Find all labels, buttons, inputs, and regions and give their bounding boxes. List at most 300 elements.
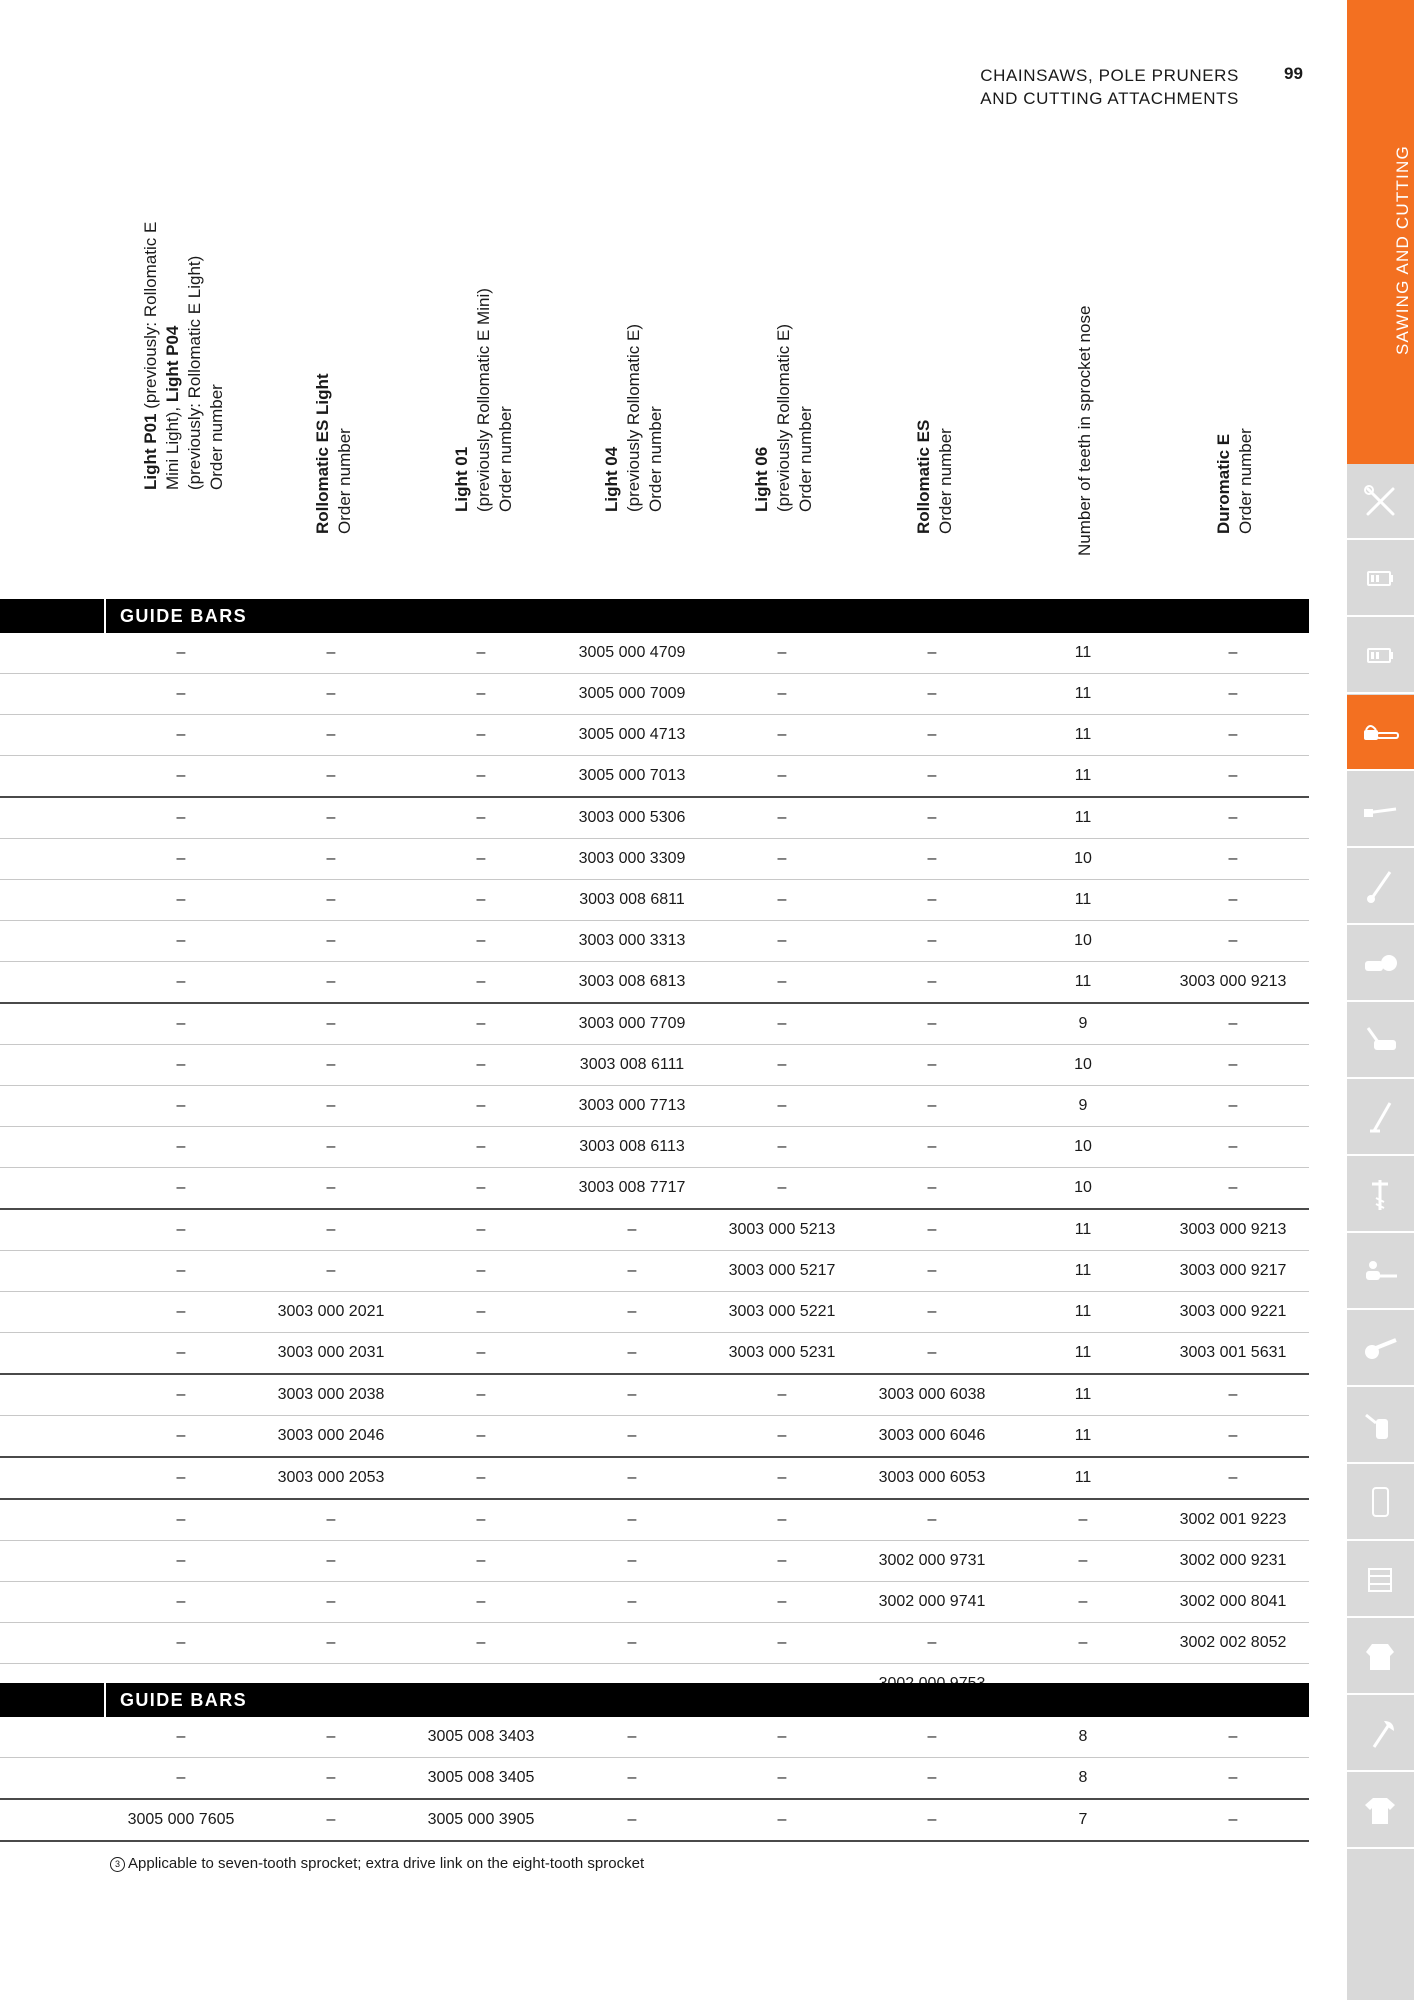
table-row: [0, 962, 1309, 1004]
table-cell: 8: [1078, 1728, 1088, 1745]
table-cell: 3005 000 7013: [578, 767, 686, 784]
table-cell: 3003 008 6813: [578, 973, 686, 990]
table-cell: 11: [1074, 1344, 1092, 1361]
table-row: [0, 1127, 1309, 1168]
table-cell: –: [777, 1511, 787, 1528]
footnote: [110, 1855, 644, 1872]
table-row: [0, 1458, 1309, 1500]
table-cell: –: [326, 1179, 336, 1196]
column-header-text: Order number: [335, 428, 354, 534]
table-cell: –: [927, 1344, 937, 1361]
table-cell: –: [777, 1593, 787, 1610]
column-header-text: Number of teeth in sprocket nose: [1075, 305, 1094, 556]
table-cell: –: [1228, 1015, 1238, 1032]
sidebar-tab-lawn-mower[interactable]: [1347, 1003, 1414, 1079]
table-cell: –: [326, 1138, 336, 1155]
table-cell: –: [627, 1634, 637, 1651]
table-cell: –: [476, 767, 486, 784]
table-cell: –: [1228, 685, 1238, 702]
sidebar-tab-sprayer[interactable]: [1347, 1388, 1414, 1464]
table-cell: –: [927, 809, 937, 826]
smartphone-icon: [1360, 1482, 1401, 1523]
table-cell: –: [176, 932, 186, 949]
table-body-section-2: [0, 1717, 1309, 1842]
protective-jacket-icon: [1360, 1636, 1401, 1677]
table-cell: –: [326, 1811, 336, 1828]
table-cell: 3005 000 7605: [127, 1811, 235, 1828]
table-cell: –: [1228, 1769, 1238, 1786]
table-cell: –: [1228, 644, 1238, 661]
table-cell: 3003 000 7709: [578, 1015, 686, 1032]
table-row: [0, 1292, 1309, 1333]
table-cell: –: [1228, 1427, 1238, 1444]
table-cell: –: [627, 1552, 637, 1569]
table-cell: 11: [1074, 1303, 1092, 1320]
table-cell: –: [777, 932, 787, 949]
table-cell: –: [627, 1593, 637, 1610]
table-cell: –: [326, 1511, 336, 1528]
sidebar-tab-axe[interactable]: [1347, 1696, 1414, 1772]
table-cell: 11: [1074, 1221, 1092, 1238]
column-header-bold: Duromatic E: [1214, 433, 1233, 534]
table-cell: –: [777, 685, 787, 702]
table-cell: –: [927, 1262, 937, 1279]
table-cell: –: [176, 1221, 186, 1238]
table-cell: 3003 001 5631: [1179, 1344, 1287, 1361]
table-cell: –: [777, 1056, 787, 1073]
sidebar-tab-cut-off-saw[interactable]: [1347, 926, 1414, 1002]
sidebar-tab-smartphone[interactable]: [1347, 1465, 1414, 1541]
table-cell: 3003 000 9213: [1179, 973, 1287, 990]
table-cell: 11: [1074, 1386, 1092, 1403]
table-cell: 7: [1078, 1811, 1088, 1828]
table-cell: –: [777, 891, 787, 908]
column-header-bold: Light 01: [452, 446, 471, 512]
table-row: [0, 1800, 1309, 1842]
table-cell: 11: [1074, 1427, 1092, 1444]
table-cell: –: [627, 1427, 637, 1444]
earth-auger-icon: [1360, 1174, 1401, 1215]
battery-icon: [1360, 558, 1401, 599]
table-cell: –: [476, 1262, 486, 1279]
table-cell: –: [326, 850, 336, 867]
table-cell: 3003 008 6113: [579, 1138, 685, 1155]
table-cell: 9: [1078, 1097, 1088, 1114]
storage-box-icon: [1360, 1559, 1401, 1600]
table-cell: 3002 000 9231: [1179, 1552, 1287, 1569]
table-row: [0, 880, 1309, 921]
brushcutter-icon: [1360, 866, 1401, 907]
table-cell: 3003 000 7713: [578, 1097, 686, 1114]
table-cell: –: [176, 1056, 186, 1073]
table-cell: –: [476, 1552, 486, 1569]
table-cell: –: [326, 1097, 336, 1114]
table-cell: –: [176, 1015, 186, 1032]
table-cell: –: [627, 1511, 637, 1528]
table-cell: 3003 000 9221: [1179, 1303, 1287, 1320]
table-cell: –: [927, 767, 937, 784]
column-header-text: Order number: [646, 406, 665, 512]
table-cell: –: [927, 1769, 937, 1786]
page-number: 99: [1284, 64, 1303, 83]
table-cell: –: [777, 1386, 787, 1403]
table-row: [0, 1623, 1309, 1664]
table-cell: –: [627, 1386, 637, 1403]
sidebar-title: SAWING AND CUTTING: [1393, 145, 1412, 355]
sidebar-tab-trimmer[interactable]: [1347, 1080, 1414, 1156]
table-cell: 3005 000 3905: [427, 1811, 535, 1828]
sidebar-tab-storage-box[interactable]: [1347, 1542, 1414, 1618]
table-cell: 11: [1074, 685, 1092, 702]
table-row: [0, 715, 1309, 756]
column-header-text: Order number: [207, 384, 226, 490]
cut-off-saw-icon: [1360, 943, 1401, 984]
table-cell: –: [326, 1015, 336, 1032]
category-sidebar: [1347, 0, 1414, 2000]
table-cell: –: [927, 644, 937, 661]
table-row: [0, 1416, 1309, 1458]
table-cell: 3005 000 7009: [578, 685, 686, 702]
table-cell: 3003 008 6811: [579, 891, 685, 908]
table-cell: –: [627, 1769, 637, 1786]
table-cell: –: [176, 1427, 186, 1444]
table-cell: –: [927, 685, 937, 702]
table-cell: –: [176, 973, 186, 990]
table-cell: 11: [1074, 1469, 1092, 1486]
table-row: [0, 1210, 1309, 1251]
sidebar-tab-tools[interactable]: [1347, 464, 1414, 540]
column-header-text: (previously Rollomatic E Mini): [474, 288, 493, 512]
table-cell: –: [1228, 1469, 1238, 1486]
table-cell: –: [627, 1469, 637, 1486]
lawn-mower-icon: [1360, 1020, 1401, 1061]
table-cell: –: [927, 726, 937, 743]
table-cell: –: [1228, 932, 1238, 949]
table-cell: –: [326, 1728, 336, 1745]
table-cell: 11: [1074, 809, 1092, 826]
table-cell: 3003 000 6046: [878, 1427, 986, 1444]
table-cell: 3003 000 2031: [277, 1344, 385, 1361]
table-cell: –: [176, 1179, 186, 1196]
table-cell: –: [927, 1138, 937, 1155]
column-header-text: Order number: [496, 406, 515, 512]
table-cell: –: [326, 767, 336, 784]
table-row: [0, 798, 1309, 839]
table-row: [0, 1582, 1309, 1623]
table-cell: –: [476, 1015, 486, 1032]
table-cell: –: [476, 1511, 486, 1528]
table-cell: –: [1228, 809, 1238, 826]
table-cell: –: [777, 726, 787, 743]
table-cell: –: [1228, 726, 1238, 743]
table-cell: –: [176, 1511, 186, 1528]
table-cell: –: [1078, 1634, 1088, 1651]
table-cell: –: [326, 809, 336, 826]
table-cell: –: [176, 809, 186, 826]
table-cell: 10: [1074, 1056, 1092, 1073]
table-cell: –: [176, 1386, 186, 1403]
table-cell: –: [476, 1344, 486, 1361]
table-cell: –: [476, 644, 486, 661]
table-cell: –: [1228, 1811, 1238, 1828]
table-cell: –: [476, 726, 486, 743]
column-header-text: Mini Light),: [163, 402, 182, 490]
table-cell: –: [176, 1262, 186, 1279]
table-cell: –: [476, 1593, 486, 1610]
table-cell: –: [326, 973, 336, 990]
table-cell: –: [927, 891, 937, 908]
table-cell: 3003 000 2053: [277, 1469, 385, 1486]
table-cell: –: [927, 1303, 937, 1320]
table-cell: –: [176, 767, 186, 784]
table-cell: 3003 000 5217: [728, 1262, 836, 1279]
table-cell: 3003 000 2021: [277, 1303, 385, 1320]
table-row: [0, 921, 1309, 962]
column-header-bold: Rollomatic ES: [914, 419, 933, 534]
column-header-text: (previously Rollomatic E): [774, 324, 793, 512]
hedge-trimmer-icon: [1360, 1251, 1401, 1292]
table-cell: –: [176, 1552, 186, 1569]
pole-pruner-icon: [1360, 789, 1401, 830]
blower-icon: [1360, 1328, 1401, 1369]
table-cell: –: [176, 1097, 186, 1114]
sidebar-title-panel: [1347, 0, 1414, 464]
table-cell: –: [176, 891, 186, 908]
table-cell: 11: [1074, 644, 1092, 661]
table-cell: 3002 002 8052: [1179, 1634, 1287, 1651]
table-cell: –: [927, 932, 937, 949]
table-cell: –: [1228, 1097, 1238, 1114]
table-cell: –: [476, 1303, 486, 1320]
table-row: [0, 839, 1309, 880]
table-cell: –: [1228, 1179, 1238, 1196]
table-cell: –: [1078, 1511, 1088, 1528]
table-cell: 10: [1074, 1179, 1092, 1196]
table-body-section-1: [0, 633, 1309, 1705]
table-cell: –: [1228, 891, 1238, 908]
table-cell: –: [326, 932, 336, 949]
table-cell: –: [927, 1015, 937, 1032]
table-cell: –: [476, 891, 486, 908]
section-bar-divider: [104, 1683, 106, 1717]
table-cell: –: [1228, 1056, 1238, 1073]
table-cell: –: [476, 1469, 486, 1486]
sidebar-tab-protective-jacket[interactable]: [1347, 1619, 1414, 1695]
table-cell: 3003 000 6053: [878, 1469, 986, 1486]
table-cell: 3002 000 8041: [1179, 1593, 1287, 1610]
table-cell: –: [777, 1097, 787, 1114]
table-row: [0, 1541, 1309, 1582]
sidebar-tab-blower[interactable]: [1347, 1311, 1414, 1387]
table-cell: 9: [1078, 1015, 1088, 1032]
table-cell: –: [476, 1427, 486, 1444]
table-cell: –: [476, 1138, 486, 1155]
table-cell: –: [777, 1769, 787, 1786]
axe-icon: [1360, 1713, 1401, 1754]
table-cell: 3003 000 3313: [578, 932, 686, 949]
table-cell: –: [927, 1097, 937, 1114]
table-row: [0, 756, 1309, 798]
sidebar-tab-earth-auger[interactable]: [1347, 1157, 1414, 1233]
section-bar-guide-bars-2: [0, 1683, 1309, 1717]
table-cell: 3003 000 5221: [728, 1303, 836, 1320]
table-cell: –: [777, 644, 787, 661]
sidebar-tab-pole-pruner[interactable]: [1347, 772, 1414, 848]
table-cell: –: [927, 1179, 937, 1196]
table-cell: –: [777, 1552, 787, 1569]
table-cell: –: [176, 726, 186, 743]
table-cell: –: [476, 1221, 486, 1238]
table-cell: 3005 000 4709: [578, 644, 686, 661]
table-cell: –: [1228, 850, 1238, 867]
table-cell: 3002 001 9223: [1179, 1511, 1287, 1528]
section-label: GUIDE BARS: [120, 1690, 248, 1710]
table-row: [0, 1086, 1309, 1127]
column-headers: [0, 0, 1310, 600]
table-row: [0, 1758, 1309, 1800]
table-cell: 10: [1074, 932, 1092, 949]
tools-icon: [1360, 481, 1401, 522]
table-cell: –: [777, 767, 787, 784]
column-header-rollomatic-es: [913, 278, 955, 578]
sidebar-tab-battery[interactable]: [1347, 618, 1414, 694]
table-cell: –: [927, 1056, 937, 1073]
table-cell: –: [1228, 767, 1238, 784]
table-cell: –: [326, 726, 336, 743]
table-cell: –: [476, 973, 486, 990]
table-row: [0, 633, 1309, 674]
table-row: [0, 674, 1309, 715]
battery-icon: [1360, 635, 1401, 676]
table-cell: –: [777, 1138, 787, 1155]
table-cell: 3005 000 4713: [578, 726, 686, 743]
table-cell: –: [176, 850, 186, 867]
column-header-text: Order number: [1236, 428, 1255, 534]
table-cell: –: [627, 1303, 637, 1320]
column-header-duromatic-e: [1213, 278, 1255, 578]
table-cell: –: [627, 1344, 637, 1361]
table-cell: 3003 000 5231: [728, 1344, 836, 1361]
sidebar-tab-t-shirt[interactable]: [1347, 1773, 1414, 1849]
table-cell: –: [1228, 1386, 1238, 1403]
sidebar-tab-battery[interactable]: [1347, 541, 1414, 617]
sidebar-tab-hedge-trimmer[interactable]: [1347, 1234, 1414, 1310]
table-cell: 3005 008 3405: [427, 1769, 535, 1786]
table-cell: 11: [1074, 891, 1092, 908]
table-row: [0, 1375, 1309, 1416]
table-cell: –: [476, 932, 486, 949]
table-cell: –: [176, 1344, 186, 1361]
table-cell: 3003 000 6038: [878, 1386, 986, 1403]
t-shirt-icon: [1360, 1790, 1401, 1831]
section-bar-divider: [104, 599, 106, 633]
table-cell: –: [326, 1769, 336, 1786]
section-bar-guide-bars: [0, 599, 1309, 633]
table-cell: –: [326, 1262, 336, 1279]
table-cell: 10: [1074, 850, 1092, 867]
table-cell: –: [326, 1056, 336, 1073]
table-cell: –: [777, 850, 787, 867]
table-cell: –: [176, 1303, 186, 1320]
table-cell: –: [176, 1138, 186, 1155]
table-cell: –: [627, 1221, 637, 1238]
table-cell: –: [326, 685, 336, 702]
chainsaw-icon: [1360, 712, 1401, 753]
table-cell: –: [176, 1469, 186, 1486]
table-row: [0, 1500, 1309, 1541]
table-cell: –: [927, 1511, 937, 1528]
table-cell: –: [476, 1097, 486, 1114]
table-cell: –: [1078, 1593, 1088, 1610]
table-cell: –: [476, 809, 486, 826]
table-cell: –: [476, 1634, 486, 1651]
table-row: [0, 1004, 1309, 1045]
table-cell: –: [176, 685, 186, 702]
table-cell: 3002 000 9741: [878, 1593, 986, 1610]
table-cell: –: [927, 1221, 937, 1238]
header-title-line2: AND CUTTING ATTACHMENTS: [980, 89, 1239, 108]
table-cell: –: [627, 1728, 637, 1745]
table-cell: –: [777, 809, 787, 826]
table-cell: –: [326, 644, 336, 661]
trimmer-icon: [1360, 1097, 1401, 1138]
table-cell: –: [927, 1634, 937, 1651]
table-row: [0, 1045, 1309, 1086]
table-cell: –: [476, 1179, 486, 1196]
table-cell: 3003 000 2046: [277, 1427, 385, 1444]
table-cell: –: [777, 1015, 787, 1032]
table-cell: –: [777, 1179, 787, 1196]
column-header-bold: Light P01: [141, 413, 160, 490]
table-cell: –: [476, 1056, 486, 1073]
section-label: GUIDE BARS: [120, 606, 248, 626]
table-cell: –: [777, 1811, 787, 1828]
table-cell: 3003 000 9217: [1179, 1262, 1287, 1279]
table-cell: 10: [1074, 1138, 1092, 1155]
table-cell: 3003 000 2038: [277, 1386, 385, 1403]
table-cell: –: [326, 1634, 336, 1651]
table-cell: 3002 000 9731: [878, 1552, 986, 1569]
table-row: [0, 1168, 1309, 1210]
table-cell: –: [476, 850, 486, 867]
column-header-text: (previously: Rollomatic E Light): [185, 255, 204, 490]
table-cell: 8: [1078, 1769, 1088, 1786]
column-header-text: (previously Rollomatic E): [624, 324, 643, 512]
table-cell: –: [326, 1221, 336, 1238]
column-header-light-06: [751, 278, 815, 578]
table-cell: –: [476, 1386, 486, 1403]
column-header-sprocket-teeth: [1074, 278, 1104, 578]
table-cell: –: [777, 973, 787, 990]
sidebar-tab-chainsaw[interactable]: [1347, 695, 1414, 771]
table-cell: –: [1078, 1552, 1088, 1569]
table-cell: –: [927, 1728, 937, 1745]
column-header-bold: Light 04: [602, 446, 621, 512]
table-cell: –: [176, 1769, 186, 1786]
column-header-bold: Light P04: [163, 325, 182, 403]
table-cell: –: [627, 1262, 637, 1279]
column-header-text: (previously: Rollomatic E: [141, 221, 160, 414]
table-cell: 3003 000 5213: [728, 1221, 836, 1238]
sidebar-tab-brushcutter[interactable]: [1347, 849, 1414, 925]
table-row: [0, 1717, 1309, 1758]
table-cell: –: [326, 1593, 336, 1610]
table-cell: –: [927, 1811, 937, 1828]
table-cell: –: [176, 1728, 186, 1745]
table-cell: 11: [1074, 767, 1092, 784]
table-cell: –: [627, 1811, 637, 1828]
table-cell: –: [927, 850, 937, 867]
